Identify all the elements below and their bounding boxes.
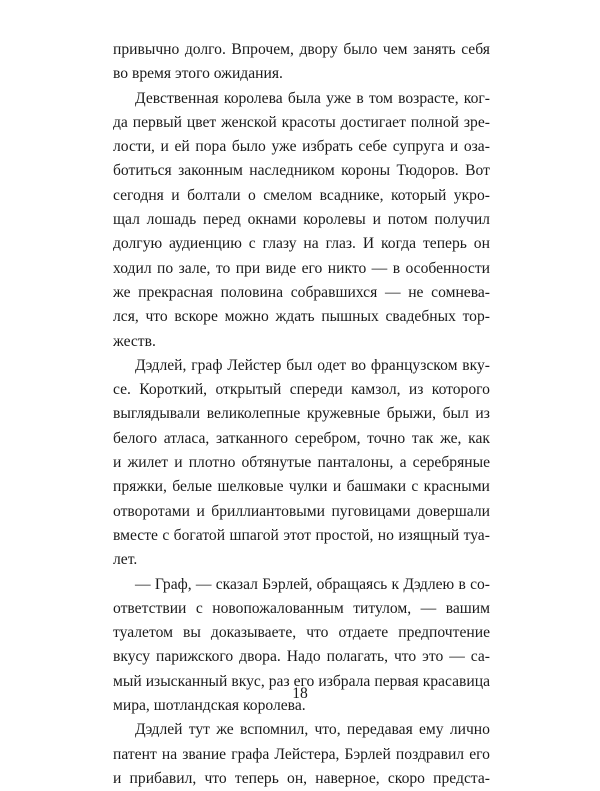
text-word: звание [182,745,227,763]
text-line [113,645,490,669]
text-word: патент [113,745,157,763]
text-word: возрасте, [398,89,459,107]
text-word: жилет [127,454,169,472]
text-word: предпочтение [398,624,490,642]
text-word: потом [387,211,428,229]
text-word: себя [461,41,490,58]
text-word: плотно [188,454,236,472]
text-line [113,354,490,378]
text-word: са- [470,648,490,666]
text-word: когда [381,235,417,253]
body-text [113,38,490,791]
text-word: Впрочем, [231,41,294,58]
text-word: супруга [392,138,445,156]
text-word: во [351,356,367,374]
text-word: да [113,113,128,131]
text-word: Девственная [135,89,219,107]
text-word: сегодня [113,186,164,204]
text-word: одет [317,356,347,374]
text-word: долгую [113,235,163,253]
text-word: богатой [173,526,226,544]
text-word: пора [195,138,227,156]
text-word: прибавил, [129,769,197,787]
text-word: же, [440,429,462,447]
text-word: мый [113,672,142,690]
text-word: двору [299,41,338,58]
text-word: двора. [239,648,281,666]
text-word: и [196,502,205,520]
text-word: тор- [462,308,490,326]
text-word: спереди [289,381,343,399]
text-word: простой, [315,526,374,544]
text-word: камзол, [351,381,401,399]
text-word: сказал [215,575,258,593]
text-word: французском [370,356,458,374]
text-word: вку- [462,356,490,374]
text-word: а [399,454,407,472]
text-word: шпагой [229,526,279,544]
text-word: ответствии [113,599,187,617]
text-word: оза- [463,138,490,156]
text-word: щал [113,211,140,229]
text-word: — [135,575,151,593]
text-word: Вот [465,162,490,180]
text-word: великолепные [206,405,301,423]
text-word: глаз. [325,235,356,253]
text-word: панталоны, [317,454,394,472]
text-word: к [391,575,400,593]
text-word: смелом [263,186,313,204]
text-word: отдаете [338,624,389,642]
text-word: полагать, [326,648,388,666]
text-word: ботиться [113,162,172,180]
text-word: лично [449,721,490,739]
text-word: брыжи, [386,405,437,423]
text-line [113,621,490,645]
text-word: титулом, [353,599,412,617]
text-word: королевы [303,211,366,229]
text-word: лошадь [146,211,197,229]
text-word: и [174,454,183,472]
text-word: лости, [113,138,155,156]
text-word: том [368,89,393,107]
text-word: собравшихся [290,283,378,301]
text-word: законным [178,162,243,180]
text-word: на [303,235,319,253]
text-word: зре- [463,113,490,131]
text-word: болтали [187,186,241,204]
text-word: с [162,526,170,544]
text-word: И [362,235,375,253]
text-word: так [411,429,434,447]
text-word: никто [327,259,367,277]
text-word: чем [382,41,408,58]
text-line [113,500,490,524]
text-word: серебряные [412,454,490,472]
text-word: женской [221,113,277,131]
text-word: он, [287,769,308,787]
text-word: был [286,356,313,374]
text-word: выглядывали [113,405,201,423]
text-word: но [377,526,394,544]
text-word: и [332,478,342,496]
text-line [113,257,490,281]
text-word: и [372,211,381,229]
text-word: Бэрлей, [262,575,313,593]
text-word: его [301,259,323,277]
text-word: в [392,259,401,277]
text-word: уже [271,138,297,156]
text-word: довершали [417,502,490,520]
text-word: шелковые [217,478,284,496]
text-word: было [343,41,378,58]
text-word: точно [367,429,406,447]
text-word: белые [172,478,213,496]
text-word: теперь [234,769,279,787]
text-word: вместе [113,526,158,544]
text-line [113,402,490,426]
text-line [113,87,490,111]
text-word: на [161,745,178,763]
text-word: занять [413,41,456,58]
text-word: тут [188,721,210,739]
text-word: вкусу [113,648,151,666]
text-word: новопожалованным [212,599,344,617]
text-word: из [408,381,424,399]
text-word: вскоре [174,308,218,326]
text-word: полной [410,113,459,131]
text-word: что [145,308,168,326]
text-word: особенности [405,259,490,277]
text-word: и [171,186,180,204]
text-word: половина [220,283,284,301]
text-word: парижского [155,648,234,666]
text-word: туалетом [113,624,173,642]
text-word: — [384,283,401,301]
text-word: серебром, [294,429,361,447]
text-word: чулки [288,478,328,496]
text-word: можно [224,308,269,326]
text-word: пряжки, [113,478,167,496]
text-word: Граф, [154,575,192,593]
text-line [113,38,490,62]
text-word: — [449,648,465,666]
text-word: вкус, [231,672,265,690]
text-line [113,475,490,499]
text-word: бриллиантовыми [211,502,325,520]
text-word: его [293,672,315,690]
text-word: со- [470,575,490,593]
text-word: уже [326,89,352,107]
text-word: Надо [286,648,321,666]
text-line [113,718,490,742]
text-line [113,281,490,305]
text-word: он [473,235,490,253]
text-word: первая [374,672,419,690]
text-line [113,597,490,621]
text-word: изящный [398,526,460,544]
text-word: ему [418,721,444,739]
text-word: который [390,186,447,204]
text-word: избрала [318,672,371,690]
text-line [113,208,490,232]
text-word: открытый [215,381,282,399]
text-word: что [393,648,417,666]
text-word: всаднике, [319,186,384,204]
text-word: то [215,259,231,277]
text-word: первый [132,113,182,131]
text-word: вы [183,624,201,642]
text-word: ког- [463,89,490,107]
text-word: это [422,648,444,666]
text-word: Лейстера, [274,745,340,763]
text-word: прекрасная [138,283,213,301]
text-word: — [420,599,437,617]
text-word: достигает [340,113,406,131]
text-word: этот [283,526,312,544]
text-word: что [306,624,329,642]
text-word: же [113,283,131,301]
text-line [113,305,490,329]
text-line [113,451,490,475]
text-word: обтянутые [241,454,312,472]
text-word: пышных [321,308,379,326]
text-word: виде [265,259,297,277]
text-word: атласа, [163,429,210,447]
text-word: вспомнил, [239,721,309,739]
text-word: и [449,138,459,156]
text-word: был [442,405,469,423]
text-line [113,135,490,159]
text-word: в [356,89,364,107]
text-word: — [371,259,388,277]
text-word: с [411,478,419,496]
text-word: обращаясь [316,575,388,593]
text-word: раз [268,672,290,690]
text-word: Короткий, [139,381,208,399]
text-word: и [113,769,122,787]
text-word: окнами [247,211,297,229]
text-word: затканного [216,429,289,447]
text-line [113,427,490,451]
text-word: красавица [422,672,490,690]
text-word: глазу [262,235,297,253]
text-word: Дэдлей, [135,356,187,374]
text-word: получил [434,211,490,229]
text-word: Дэдлею [403,575,455,593]
text-word: королева [223,89,283,107]
text-line [113,573,490,597]
text-word: и [113,454,122,472]
text-word: скоро [387,769,425,787]
text-word: по [157,259,174,277]
text-line: мира, шотландская королева. [113,697,306,715]
text-word: долго. [184,41,226,58]
text-line [113,184,490,208]
text-word: поздравил [395,745,465,763]
text-word: как [468,429,490,447]
text-word: было [231,138,266,156]
text-word: кружевные [306,405,381,423]
text-word: при [235,259,261,277]
text-word: же [216,721,234,739]
text-word: перед [203,211,241,229]
text-word: ждать [275,308,315,326]
text-word: доказываете, [210,624,297,642]
text-word: и [160,138,169,156]
text-word: ходил [113,259,152,277]
text-word: зале, [178,259,211,277]
text-word: его [469,745,490,763]
text-word: цвет [186,113,217,131]
text-word: укро- [453,186,490,204]
text-word: башмаки [346,478,407,496]
text-word: красными [423,478,490,496]
text-word: что, [314,721,341,739]
text-word: предста- [433,769,490,787]
text-word: туа- [463,526,490,544]
text-word: которого [431,381,490,399]
text-line [113,743,490,767]
text-word: изысканный [145,672,228,690]
text-word: передавая [346,721,413,739]
text-word: короны [341,162,391,180]
text-line: лет. [113,551,138,569]
text-word: се. [113,381,131,399]
text-word: наследником [249,162,335,180]
text-word: Лейстер [227,356,282,374]
text-word: ей [174,138,190,156]
text-word: — [195,575,212,593]
text-word: с [248,235,256,253]
text-line: жеств. [113,332,156,350]
text-word: графа [231,745,270,763]
text-word: привычно [113,41,180,58]
text-line [113,767,490,791]
text-word: Тюдоров. [396,162,459,180]
text-word: лся, [113,308,139,326]
text-line [113,524,490,548]
text-line [113,232,490,256]
text-word: вашим [445,599,490,617]
page-number: 18 [292,685,308,702]
text-word: красоты [281,113,336,131]
text-word: о [248,186,256,204]
text-word: аудиенцию [169,235,242,253]
text-word: теперь [422,235,467,253]
text-word: в [458,575,466,593]
text-word: была [287,89,321,107]
text-word: с [195,599,203,617]
text-word: граф [191,356,223,374]
text-word: сомнева- [431,283,490,301]
text-word: отворотами [113,502,190,520]
text-word: Бэрлей [344,745,391,763]
text-word: себе [358,138,388,156]
text-line: во время этого ожидания. [113,65,283,83]
text-word: избрать [302,138,353,156]
text-word: что [204,769,227,787]
text-word: белого [113,429,158,447]
text-word: пуговицами [331,502,411,520]
text-word: свадебных [385,308,456,326]
text-word: не [408,283,424,301]
text-word: Дэдлей [135,721,183,739]
text-word: из [475,405,490,423]
text-word: наверное, [315,769,380,787]
text-line [113,378,490,402]
text-line [113,159,490,183]
text-line [113,111,490,135]
